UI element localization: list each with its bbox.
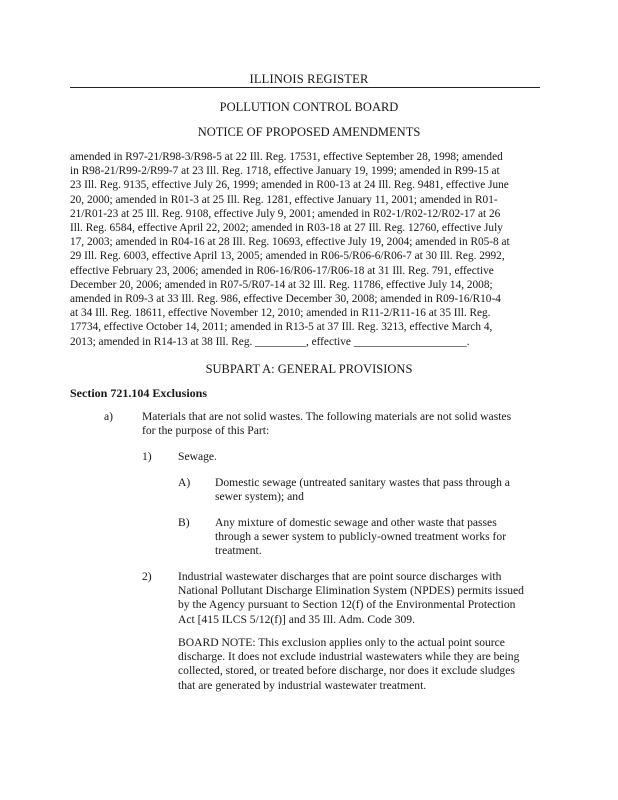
- item-a1-line: Sewage.: [178, 450, 217, 463]
- item-a2-line: by the Agency pursuant to Section 12(f) of the Environmental Protection: [178, 598, 516, 612]
- board-note: [178, 636, 519, 693]
- item-a-text: [142, 410, 511, 438]
- history-line: amended in R97-21/R98-3/R98-5 at 22 Ill. Reg. 17531, effective September 28, 1998; amended: [70, 151, 503, 163]
- item-a1A-label: A): [178, 476, 191, 489]
- item-a-label: a): [104, 410, 114, 423]
- history-line: in R98-21/R99-2/R99-7 at 23 Ill. Reg. 1718, effective January 19, 1999; amended in R99-15 at: [70, 165, 500, 178]
- item-a1-text: [178, 450, 217, 464]
- board-note-line: collected, stored, or treated before discharge, nor does it exclude sludges: [178, 664, 515, 678]
- history-line: effective February 23, 2006; amended in R06-16/R06-17/R06-18 at 31 Ill. Reg. 791, effective: [70, 264, 494, 277]
- item-a-line: Materials that are not solid wastes. The following materials are not solid wastes: [142, 410, 512, 423]
- item-a2-line: National Pollutant Discharge Elimination System (NPDES) permits issued: [178, 584, 524, 598]
- item-a1A-text: [215, 476, 510, 504]
- board-note-line: that are generated by industrial wastewater treatment.: [178, 678, 427, 692]
- item-a1B-line: Any mixture of domestic sewage and other waste that passes: [215, 516, 497, 529]
- subpart-heading: SUBPART A: GENERAL PROVISIONS: [205, 362, 413, 376]
- board-note-line: discharge. It does not exclude industrial wastewaters while they are being: [178, 650, 520, 664]
- board-note-line: BOARD NOTE: This exclusion applies only to the actual point source: [178, 636, 505, 649]
- history-line: 21/R01-23 at 25 Ill. Reg. 9108, effective July 9, 2001; amended in R02-1/R02-12/R02-17 at 26: [70, 207, 501, 220]
- history-line: 17734, effective October 14, 2011; amended in R13-5 at 37 Ill. Reg. 3213, effective March 4,: [70, 321, 493, 334]
- item-a1B-line: through a sewer system to publicly-owned treatment works for: [215, 530, 507, 544]
- item-a-line: for the purpose of this Part:: [142, 424, 270, 438]
- history-line: 2013; amended in R14-13 at 38 Ill. Reg. _________, effective ____________________.: [70, 335, 470, 348]
- history-line: Ill. Reg. 6584, effective April 22, 2002; amended in R03-18 at 27 Ill. Reg. 12760, effective July: [70, 222, 503, 235]
- history-line: 29 Ill. Reg. 6003, effective April 13, 2005; amended in R06-5/R06-6/R06-7 at 30 Ill. Reg. 2992,: [70, 250, 505, 263]
- item-a1B-line: treatment.: [215, 544, 262, 558]
- notice-title: NOTICE OF PROPOSED AMENDMENTS: [197, 125, 421, 139]
- history-line: amended in R09-3 at 33 Ill. Reg. 986, effective December 30, 2008; amended in R09-16/R10-4: [70, 293, 501, 306]
- section-heading: Section 721.104 Exclusions: [70, 386, 208, 400]
- item-a1B-label: B): [178, 516, 190, 529]
- item-a1A-line: sewer system); and: [215, 490, 304, 504]
- board-title: POLLUTION CONTROL BOARD: [219, 100, 399, 114]
- item-a1-label: 1): [142, 450, 152, 463]
- item-a2-line: Act [415 ILCS 5/12(f)] and 35 Ill. Adm. Code 309.: [178, 612, 415, 626]
- item-a1B-text: [215, 516, 506, 559]
- history-line: at 34 Ill. Reg. 18611, effective November 12, 2010; amended in R11-2/R11-16 at 35 Ill. Reg.: [70, 307, 491, 320]
- history-line: December 20, 2006; amended in R07-5/R07-14 at 32 Ill. Reg. 11786, effective July 14, 2008;: [70, 278, 493, 291]
- history-line: 17, 2003; amended in R04-16 at 28 Ill. Reg. 10693, effective July 19, 2004; amended in R05-8 at: [70, 236, 510, 249]
- amendment-history: [70, 150, 550, 349]
- item-a2-line: Industrial wastewater discharges that are point source discharges with: [178, 570, 502, 583]
- history-line: 23 Ill. Reg. 9135, effective July 26, 1999; amended in R00-13 at 24 Ill. Reg. 9481, effective June: [70, 179, 509, 192]
- item-a1A-line: Domestic sewage (untreated sanitary wastes that pass through a: [215, 476, 510, 489]
- header-rule: [70, 87, 540, 88]
- item-a2-text: [178, 570, 524, 627]
- register-title: ILLINOIS REGISTER: [249, 72, 369, 86]
- item-a2-label: 2): [142, 570, 152, 583]
- history-line: 20, 2000; amended in R01-3 at 25 Ill. Reg. 1281, effective January 11, 2001; amended in R01-: [70, 193, 498, 206]
